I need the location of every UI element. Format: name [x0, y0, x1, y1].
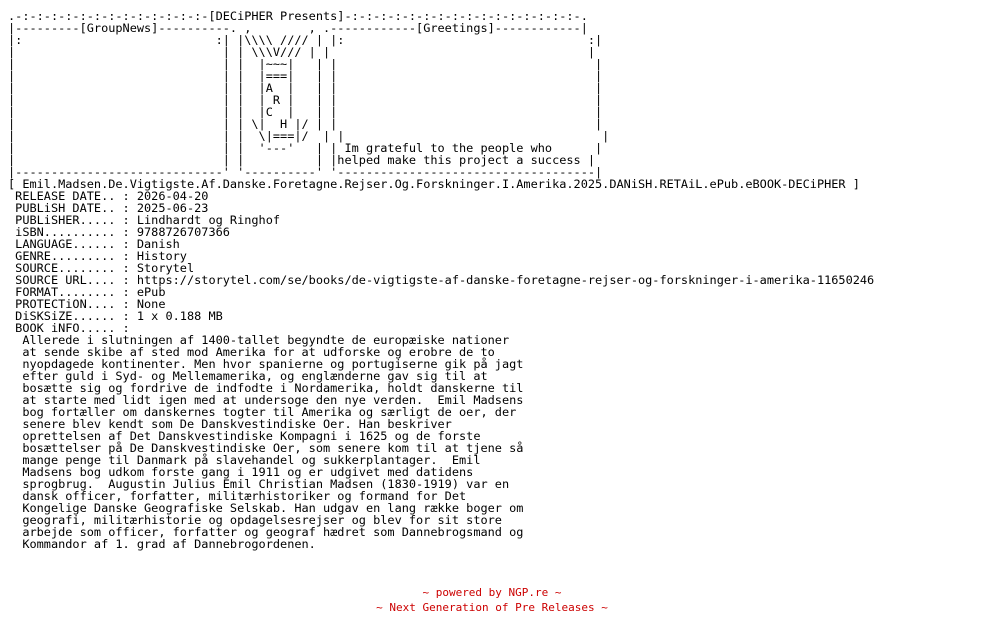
nfo-line: | | | |C | | | |: [8, 105, 603, 119]
nfo-line: | | | | R | | | |: [8, 93, 603, 107]
nfo-line: bog fortæller om danskernes togter til Amerika og særligt de oer, der: [22, 405, 517, 419]
nfo-line: | | | \|===|/ | | |: [8, 129, 610, 143]
nfo-line: at starte med lidt igen med at undersoge den nye verden. Emil Madsens: [22, 393, 524, 407]
nfo-line: | | | |~~~| | | |: [8, 57, 603, 71]
nfo-line: dansk officer, forfatter, militærhistoriker og formand for Det: [22, 489, 467, 503]
nfo-line: arbejde som officer, forfatter og geograf hædret som Dannebrogsmand og: [22, 525, 524, 539]
powered-by-text: ~ powered by NGP.re ~: [422, 586, 562, 599]
nfo-line: PROTECTiON.... : None: [15, 297, 166, 311]
nfo-line: DiSKSiZE...... : 1 x 0.188 MB: [15, 309, 223, 323]
nfo-line: SOURCE URL.... : https://storytel.com/se/books/de-vigtigste-af-danske-foretagne-rejser-og-forskninger-i-amerika-11650246: [15, 273, 875, 287]
nfo-line: oprettelsen af Det Danskvestindiske Kompagni i 1625 og de forste: [22, 429, 481, 443]
nfo-line: geografi, militærhistorie og opdagelsesrejser og blev for sit store: [22, 513, 502, 527]
tagline-text: ~ Next Generation of Pre Releases ~: [376, 601, 608, 614]
nfo-line: |: :| |\\\\ //// | |: :|: [8, 33, 603, 47]
nfo-line: at sende skibe af sted mod Amerika for at udforske og erobre de to: [22, 345, 495, 359]
nfo-line: | | | |===| | | |: [8, 69, 603, 83]
nfo-line: Madsens bog udkom forste gang i 1911 og er udgivet med datidens: [22, 465, 474, 479]
nfo-line: |---------[GroupNews]----------. , , .------------[Greetings]------------|: [8, 21, 588, 35]
nfo-line: mange penge til Danmark på slavehandel og sukkerplantager. Emil: [22, 453, 481, 467]
nfo-line: Allerede i slutningen af 1400-tallet begyndte de europæiske nationer: [22, 333, 510, 347]
nfo-line: Kommandor af 1. grad af Dannebrogordenen.: [22, 537, 316, 551]
nfo-line: SOURCE........ : Storytel: [15, 261, 195, 275]
nfo-line: PUBLiSHER..... : Lindhardt og Ringhof: [15, 213, 281, 227]
nfo-line: FORMAT........ : ePub: [15, 285, 166, 299]
nfo-line: nyopdagede kontinenter. Men hvor spanierne og portugiserne gik på jagt: [22, 357, 524, 371]
nfo-line: RELEASE DATE.. : 2026-04-20: [15, 189, 209, 203]
nfo-line: bosætte sig og fordrive de indfodte i Nordamerika, holdt danskerne til: [22, 381, 524, 395]
nfo-text: [8, 10, 874, 550]
footer: [0, 585, 984, 615]
nfo-line: | | | | |helped make this project a success |: [8, 153, 596, 167]
nfo-line: bosættelser på De Danskvestindiske Oer, som senere kom til at tjene så: [22, 441, 524, 455]
nfo-line: |-----------------------------' '----------' '------------------------------------|: [8, 165, 603, 179]
nfo-line: BOOK iNFO..... :: [15, 321, 130, 335]
nfo-line: PUBLiSH DATE.. : 2025-06-23: [15, 201, 209, 215]
nfo-line: LANGUAGE...... : Danish: [15, 237, 180, 251]
nfo-line: efter guld i Syd- og Mellemamerika, og englænderne gav sig til at: [22, 369, 488, 383]
nfo-line: sprogbrug. Augustin Julius Emil Christian Madsen (1830-1919) var en: [22, 477, 510, 491]
nfo-line: | | | \\\V/// | | |: [8, 45, 596, 59]
nfo-line: .-:-:-:-:-:-:-:-:-:-:-:-:-:-[DECiPHER Presents]-:-:-:-:-:-:-:-:-:-:-:-:-:-:-:-:-.: [8, 9, 588, 23]
nfo-line: senere blev kendt som De Danskvestindiske Oer. Han beskriver: [22, 417, 452, 431]
nfo-line: | | | |A | | | |: [8, 81, 603, 95]
nfo-line: iSBN.......... : 9788726707366: [15, 225, 230, 239]
nfo-line: GENRE......... : History: [15, 249, 187, 263]
nfo-line: Kongelige Danske Geografiske Selskab. Han udgav en lang række boger om: [22, 501, 524, 515]
nfo-line: | | | '---' | | Im grateful to the people who |: [8, 141, 603, 155]
nfo-line: | | | \| H |/ | | |: [8, 117, 603, 131]
nfo-line: [ Emil.Madsen.De.Vigtigste.Af.Danske.Foretagne.Rejser.Og.Forskninger.I.Amerika.2025.DANiSH.RETAiL.ePub.eBOOK-DECiPHER ]: [8, 177, 860, 191]
